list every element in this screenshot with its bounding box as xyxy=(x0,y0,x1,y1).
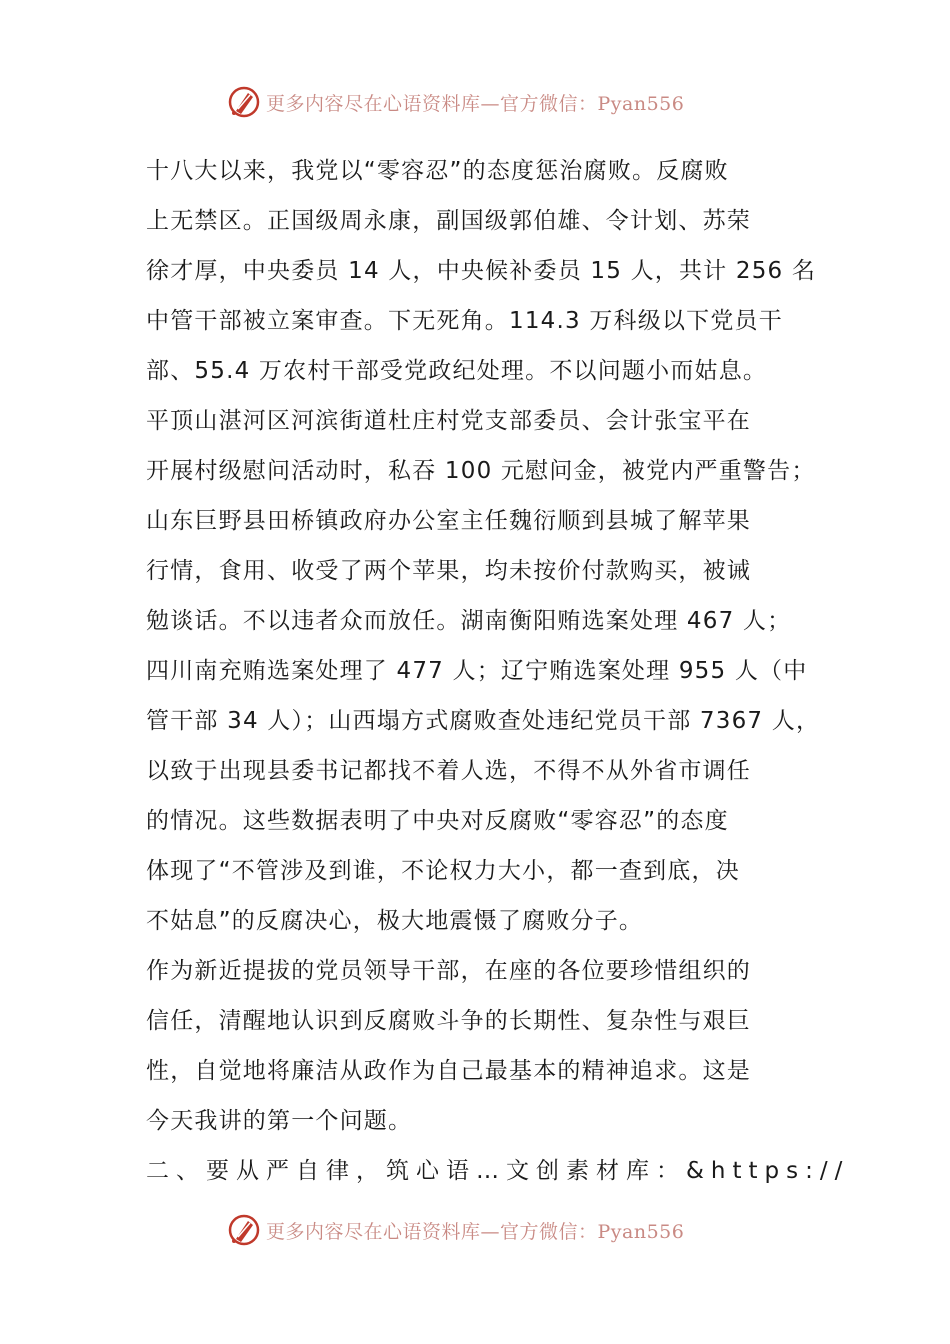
body-line: 的情况。这些数据表明了中央对反腐败“零容忍”的态度 xyxy=(146,808,729,834)
body-line: 平顶山湛河区河滨街道杜庄村党支部委员、会计张宝平在 xyxy=(146,408,751,434)
body-line: 勉谈话。不以违者众而放任。湖南衡阳贿选案处理 467 人； xyxy=(146,608,792,634)
header-banner-text: 更多内容尽在心语资料库—官方微信：Pyan556 xyxy=(266,92,685,115)
body-line: 今天我讲的第一个问题。 xyxy=(146,1108,413,1134)
body-line: 管干部 34 人）；山西塌方式腐败查处违纪党员干部 7367 人， xyxy=(146,708,821,734)
body-line: 上无禁区。正国级周永康，副国级郭伯雄、令计划、苏荣 xyxy=(146,208,751,234)
footer-banner-text: 更多内容尽在心语资料库—官方微信：Pyan556 xyxy=(266,1220,685,1243)
body-line: 山东巨野县田桥镇政府办公室主任魏衍顺到县城了解苹果 xyxy=(146,508,751,534)
body-line: 开展村级慰问活动时，私吞 100 元慰问金，被党内严重警告； xyxy=(146,458,816,484)
document-body xyxy=(146,146,850,1196)
header-banner xyxy=(226,82,746,122)
pen-nib-logo-icon xyxy=(226,84,262,120)
footer-banner xyxy=(226,1210,746,1250)
body-line: 信任，清醒地认识到反腐败斗争的长期性、复杂性与艰巨 xyxy=(146,1008,751,1034)
pen-nib-logo-icon xyxy=(226,1212,262,1248)
body-line: 行情，食用、收受了两个苹果，均未按价付款购买，被诫 xyxy=(146,558,751,584)
body-line: 四川南充贿选案处理了 477 人；辽宁贿选案处理 955 人（中 xyxy=(146,658,808,684)
body-line: 徐才厚，中央委员 14 人，中央候补委员 15 人，共计 256 名 xyxy=(146,258,817,284)
body-line: 十八大以来，我党以“零容忍”的态度惩治腐败。反腐败 xyxy=(146,158,729,184)
body-line: 中管干部被立案审查。下无死角。114.3 万科级以下党员干 xyxy=(146,308,783,334)
section-heading-line: 二、要从严自律，筑心语…文创素材库：&https:// xyxy=(146,1158,850,1184)
body-line: 不姑息”的反腐决心，极大地震慑了腐败分子。 xyxy=(146,908,644,934)
body-line: 性，自觉地将廉洁从政作为自己最基本的精神追求。这是 xyxy=(146,1058,751,1084)
body-line: 体现了“不管涉及到谁，不论权力大小，都一查到底，决 xyxy=(146,858,740,884)
body-line: 以致于出现县委书记都找不着人选，不得不从外省市调任 xyxy=(146,758,751,784)
body-line: 作为新近提拔的党员领导干部，在座的各位要珍惜组织的 xyxy=(146,958,751,984)
body-line: 部、55.4 万农村干部受党政纪处理。不以问题小而姑息。 xyxy=(146,358,768,384)
